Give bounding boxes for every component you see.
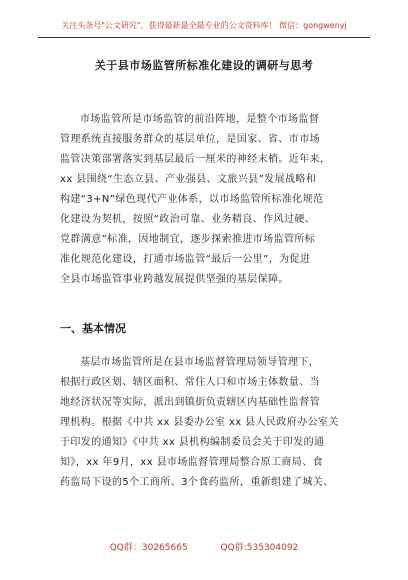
footer-qq-group-1: QQ群：30265665 [109,543,188,553]
paragraph-line: 于印发的通知》《中共 xx 县机构编制委员会关于印发的通 [60,437,325,448]
paragraph-intro [60,110,356,290]
paragraph-line: 根据行政区划、辖区面积、常住人口和市场主体数量、当 [60,377,320,388]
section-heading-basic-info: 一、基本情况 [60,322,126,335]
page-header-banner [38,20,370,38]
page-footer [0,540,408,553]
paragraph-line: xx 县围绕“生态立县、产业强县、文旅兴县”发展战略和 [60,174,317,185]
paragraph-line: 理机构。根据《中共 xx 县委办公室 xx 县人民政府办公室关 [60,417,339,428]
paragraph-line: 知》，xx 年9月，xx 县市场监督管理局整合原工商局、食 [60,457,323,468]
header-text: 关注头条号"公文研究"，获得最新最全最专业的公文资料库！ 微信：gongwenyj [61,21,347,30]
paragraph-line: 党群满意”标准，因地制宜，逐步探索推进市场监管所标 [60,234,316,245]
paragraph-line: 全县市场监管事业跨越发展提供坚强的基层保障。 [60,274,289,285]
paragraph-line: 市场监管所是市场监管的前沿阵地，是整个市场监督 [80,114,320,125]
paragraph-basic-info [60,353,356,493]
paragraph-line: 构建“3+N”绿色现代产业体系，以市场监管所标准化规范 [60,194,324,205]
paragraph-line: 地经济状况等实际，派出到镇街负责辖区内基础性监督管 [60,397,320,408]
paragraph-line: 准化规范化建设，打通市场监管“最后一公里”，为促进 [60,254,311,265]
paragraph-line: 基层市场监管所是在县市场监督管理局领导管理下， [80,357,320,368]
footer-qq-group-2: QQ群:535304092 [220,543,299,553]
paragraph-line: 监管决策部署落实到基层最后一厘米的神经末梢。近年来， [60,154,331,165]
paragraph-line: 管理系统直接服务群众的基层单位，是国家、省、市市场 [60,134,320,145]
document-title: 关于县市场监管所标准化建设的调研与思考 [94,59,314,72]
paragraph-line: 药监局下设的5个工商所、3个食药监所，重新组建了城关、 [60,477,334,488]
paragraph-line: 化建设为契机，按照“政治可靠、业务精良、作风过硬、 [60,214,316,225]
